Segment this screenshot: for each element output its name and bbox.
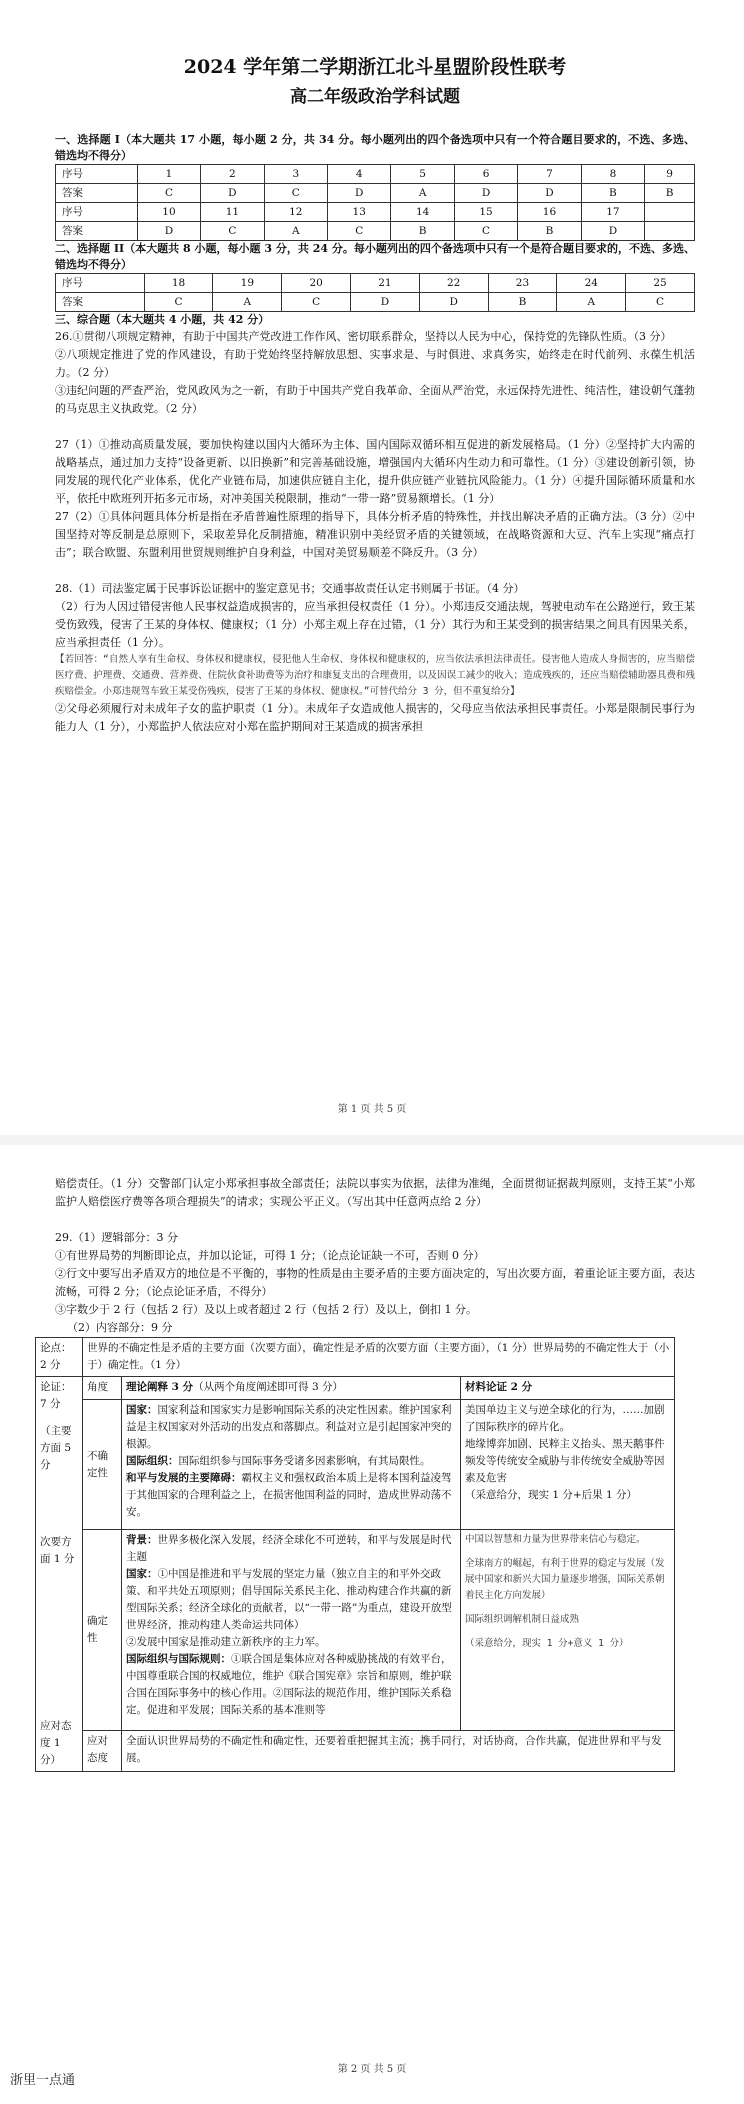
q27-part-1: 27（1）①推动高质量发展，要加快构建以国内大循环为主体、国内国际双循环相互促进的新发展格局。（1 分）②坚持扩大内需的战略基点，通过加力支持“设备更新、以旧换新”和完善基础设施，增强国内大循环内生动力和可靠性。（1 分）③建设创新引领，协同发展的现代化产业体系，优化产业链布局，加速供应链自主化，提升供应链产业链抗风险能力。（1 分）④提升国际循环质量和水平，依托中欧班列开拓多元市场，对冲美国关税限制，推动“一带一路”贸易额增长。（1 分） — [55, 438, 695, 505]
uncertain-label: 不确定性 — [83, 1400, 122, 1530]
row-label: 答案 — [56, 293, 145, 312]
q29-logic-2: ②行文中要写出矛盾双方的地位是不平衡的，事物的性质是由主要矛盾的主要方面决定的，写出次要方面，着重论证主要方面，表达流畅，可得 2 分；（论点论证矛盾，不得分） — [55, 1267, 695, 1298]
q29-logic-3: ③字数少于 2 行（包括 2 行）及以上或者超过 2 行（包括 2 行）及以上，倒扣 1 分。 — [55, 1303, 477, 1316]
scoring-table — [35, 1337, 675, 1772]
q27-part-2: 27（2）①具体问题具体分析是指在矛盾普遍性原理的指导下，具体分析矛盾的特殊性，并找出解决矛盾的正确方法。（3 分）②中国坚持对等反制是总原则下，采取差异化反制措施，精准识别中美经贸矛盾的关键领域，在战略资源和大豆、汽车上实现“痛点打击”；联合欧盟、东盟利用世贸规则维护自身利益，中国对美贸易顺差不降反升。（3 分） — [55, 510, 695, 559]
table-row — [36, 1529, 675, 1730]
material-header: 材料论证 2 分 — [461, 1377, 675, 1400]
table-row — [36, 1377, 675, 1400]
table-row: 序号 18 19 20 21 22 23 24 25 — [56, 274, 695, 293]
uncertain-material: 美国单边主义与逆全球化的行为，……加剧了国际秩序的碎片化。 地缘博弈加剧、民粹主义抬头、黑天鹅事件频发等传统安全威胁与非传统安全威胁等因素及危害 （采意给分，现实 1 分+后果 1 分） — [461, 1400, 675, 1530]
angle-header: 角度 — [83, 1377, 122, 1400]
table-row — [36, 1338, 675, 1377]
answer-table-2 — [55, 273, 695, 312]
q26-point-3: ③违纪问题的严查严治，党风政风为之一新，有助于中国共产党自我革命、全面从严治党，永远保持先进性、纯洁性，建设朝气蓬勃的马克思主义执政党。（2 分） — [55, 384, 695, 415]
page-number: 第 2 页 共 5 页 — [337, 2064, 407, 2075]
section-3-heading: 三、综合题（本大题共 4 小题，共 42 分） — [55, 313, 270, 326]
q28-part-3: ②父母必须履行对未成年子女的监护职责（1 分）。未成年子女造成他人损害的，父母应当依法承担民事责任。小郑是限制民事行为能力人（1 分），小郑监护人依法应对小郑在监护期间对王某造成的损害承担 — [55, 702, 695, 733]
argument-label: 论证：7 分 （主要方面 5 分 次要方面 1 分 应对态度 1 分） — [36, 1377, 83, 1772]
q29-content-title: （2）内容部分：9 分 — [67, 1321, 173, 1334]
certain-material: 中国以智慧和力量为世界带来信心与稳定。 全球南方的崛起，有利于世界的稳定与发展（发展中国家和新兴大国力量逐步增强，国际关系朝着民主化方向发展） 国际组织调解机制日益成熟 （采意给分，现实 1 分+意义 1 分） — [461, 1529, 675, 1730]
q26-point-1: 26.①贯彻八项规定精神，有助于中国共产党改进工作作风、密切联系群众，坚持以人民为中心，保持党的先锋队性质。（3 分） — [55, 330, 672, 343]
certain-label: 确定性 — [83, 1529, 122, 1730]
q28-part-4: 赔偿责任。（1 分）交警部门认定小郑承担事故全部责任；法院以事实为依据，法律为准绳，全面贯彻证据裁判原则，支持王某“小郑监护人赔偿医疗费等各项合理损失”的请求；实现公平正义。（写出其中任意两点给 2 分） — [55, 1177, 695, 1208]
table-row — [36, 1731, 675, 1772]
q29-logic-title: 29.（1）逻辑部分：3 分 — [55, 1231, 178, 1244]
row-label: 序号 — [56, 274, 145, 293]
answer-table-1 — [55, 164, 695, 241]
exam-title: 2024 学年第二学期浙江北斗星盟阶段性联考 — [183, 56, 567, 78]
table-row: 答案 D C A C B C B D — [56, 222, 695, 241]
theory-header: 理论阐释 3 分（从两个角度阐述即可得 3 分） — [122, 1377, 461, 1400]
page-number: 第 1 页 共 5 页 — [337, 1104, 407, 1115]
table-row: 答案 C A C D D B A C — [56, 293, 695, 312]
exam-subtitle: 高二年级政治学科试题 — [290, 87, 460, 107]
thesis-text: 世界的不确定性是矛盾的主要方面（次要方面），确定性是矛盾的次要方面（主要方面），（1 分）世界局势的不确定性大于（小于）确定性。（1 分） — [83, 1338, 675, 1377]
page-1-content — [55, 58, 695, 736]
table-row: 序号 1 2 3 4 5 6 7 8 9 — [56, 165, 695, 184]
uncertain-theory: 国家：国家利益和国家实力是影响国际关系的决定性因素。维护国家利益是主权国家对外活动的出发点和落脚点。利益对立是引起国家冲突的根源。 国际组织：国际组织参与国际事务受诸多因素影响，有其局限性。 和平与发展的主要障碍：霸权主义和强权政治本质上是将本国利益凌驾于其他国家的合理利益之上，在损害他国利益的同时，造成世界动荡不安。 — [122, 1400, 461, 1530]
section-2-heading: 二、选择题 II（本大题共 8 小题，每小题 3 分，共 24 分。每小题列出的四个备选项中只有一个是符合题目要求的，不选、多选、错选均不得分） — [55, 242, 695, 271]
q28-part-2: （2）行为人因过错侵害他人民事权益造成损害的，应当承担侵权责任（1 分）。小郑违反交通法规，驾驶电动车在公路逆行，致王某受伤致残，侵害了王某的身体权、健康权；（1 分）小郑主观上存在过错，（1 分）其行为和王某受到的损害结果之间具有因果关系，应当承担责任（1 分）。 — [55, 600, 695, 649]
table-row: 序号 10 11 12 13 14 15 16 17 — [56, 203, 695, 222]
table-row — [36, 1400, 675, 1530]
page-2-content — [40, 1175, 695, 1772]
attitude-text: 全面认识世界局势的不确定性和确定性，还要着重把握其主流；携手同行，对话协商，合作共赢，促进世界和平与发展。 — [122, 1731, 675, 1772]
row-label: 答案 — [56, 184, 138, 203]
row-label: 序号 — [56, 165, 138, 184]
watermark-text: 浙里一点通 — [10, 2073, 76, 2088]
q28-part-1: 28.（1）司法鉴定属于民事诉讼证据中的鉴定意见书；交通事故责任认定书则属于书证。（4 分） — [55, 582, 525, 595]
section-1-heading: 一、选择题 I（本大题共 17 小题，每小题 2 分，共 34 分。每小题列出的四个备选项中只有一个符合题目要求的，不选、多选、错选均不得分） — [55, 133, 695, 162]
attitude-label: 应对态度 — [83, 1731, 122, 1772]
row-label: 答案 — [56, 222, 138, 241]
q26-point-2: ②八项规定推进了党的作风建设，有助于党始终坚持解放思想、实事求是、与时俱进、求真务实，始终走在时代前列、永葆生机活力。（2 分） — [55, 348, 695, 379]
page-2 — [0, 1145, 744, 2104]
table-row: 答案 C D C D A D D B B — [56, 184, 695, 203]
row-label: 序号 — [56, 203, 138, 222]
q29-logic-1: ①有世界局势的判断即论点，并加以论证，可得 1 分；（论点论证缺一不可，否则 0 分） — [55, 1249, 485, 1262]
q28-note: 【若回答：“自然人享有生命权、身体权和健康权，侵犯他人生命权、身体权和健康权的，应当依法承担法律责任。侵害他人造成人身损害的，应当赔偿医疗费、护理费、交通费、营养费、住院伙食补助费等为治疗和康复支出的合理费用，以及因误工减少的收入；造成残疾的，还应当赔偿辅助器具费和残疾赔偿金。小郑违规驾车致王某受伤残疾，侵害了王某的身体权、健康权。”可替代给分 3 分，但不重复给分】 — [55, 654, 695, 697]
thesis-label: 论点：2 分 — [36, 1338, 83, 1377]
certain-theory: 背景：世界多极化深入发展，经济全球化不可逆转，和平与发展是时代主题 国家：①中国是推进和平与发展的坚定力量（独立自主的和平外交政策、和平共处五项原则；倡导国际关系民主化、推动构建合作共赢的新型国际关系；经济全球化的贡献者，以“一带一路”为重点，建设开放型世界经济，推动构建人类命运共同体） ②发展中国家是推动建立新秩序的主力军。 国际组织与国际规则：①联合国是集体应对各种威胁挑战的有效平台，中国尊重联合国的权威地位，维护《联合国宪章》宗旨和原则，维护联合国在国际事务中的核心作用。②国际法的规范作用，维护国际关系稳定。促进和平发展；国际关系的基本准则等 — [122, 1529, 461, 1730]
